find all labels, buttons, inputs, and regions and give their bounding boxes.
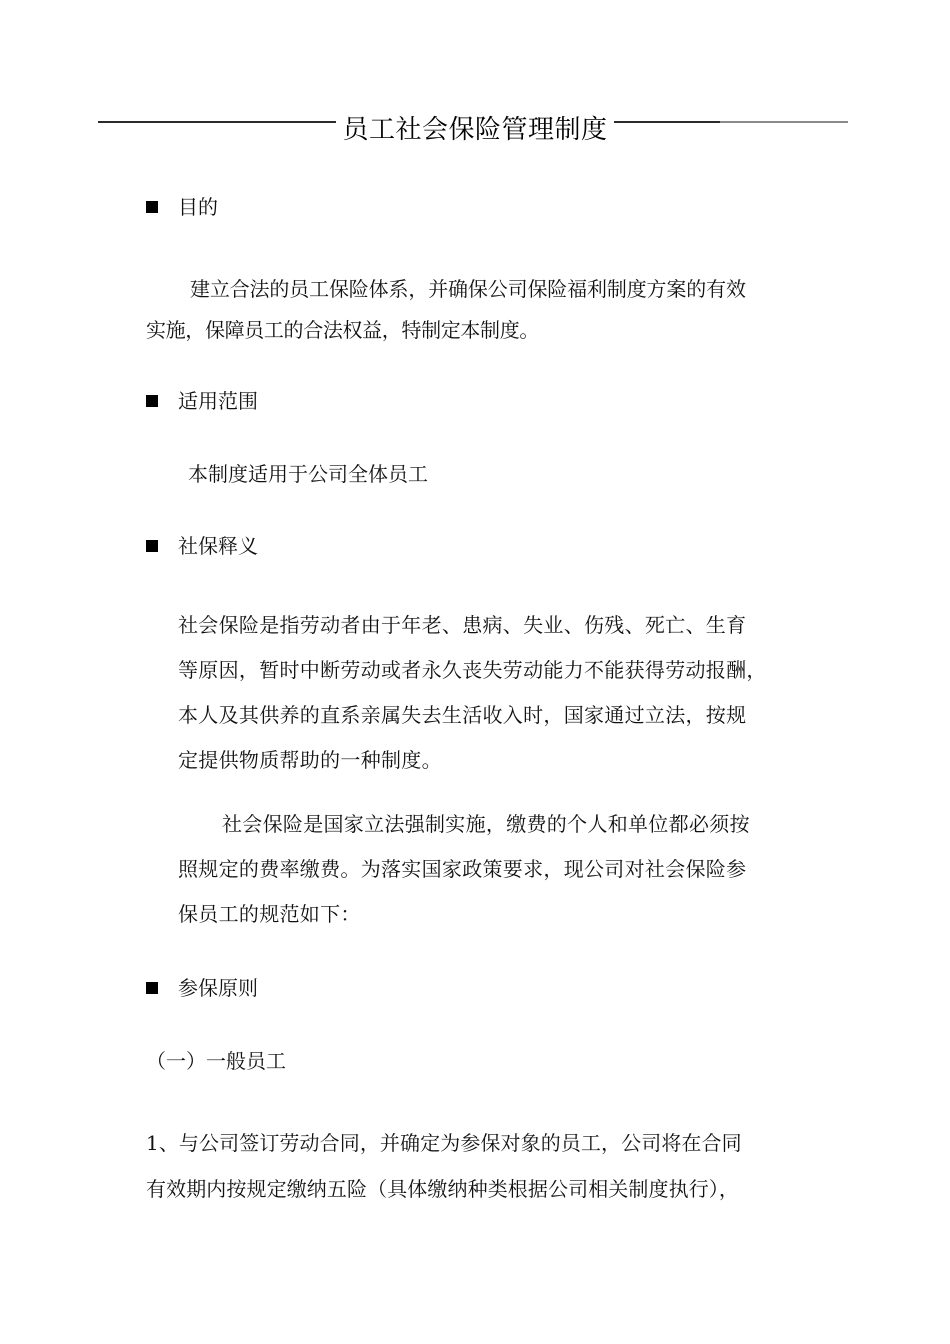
principles-subheading	[146, 1046, 286, 1076]
definition-paragraph-2	[178, 802, 750, 937]
paragraph-line: 建立合法的员工保险体系，并确保公司保险福利制度方案的有效	[190, 277, 746, 301]
paragraph-line: 保员工的规范如下：	[178, 902, 361, 926]
purpose-paragraph	[146, 265, 746, 345]
definition-paragraph-1	[178, 603, 767, 783]
square-bullet-icon	[146, 395, 158, 407]
paragraph-line: 1、与公司签订劳动合同，并确定为参保对象的员工，公司将在合同	[146, 1131, 742, 1155]
paragraph-line: 等原因，暂时中断劳动或者永久丧失劳动能力不能获得劳动报酬，	[178, 658, 767, 682]
paragraph-line: 本人及其供养的直系亲属失去生活收入时，国家通过立法，按规	[178, 703, 747, 727]
section-heading-text: 目的	[178, 195, 218, 219]
section-heading-text: 社保释义	[178, 534, 258, 558]
square-bullet-icon	[146, 540, 158, 552]
paragraph-line: 照规定的费率缴费。为落实国家政策要求，现公司对社会保险参	[178, 857, 747, 881]
section-heading-definition	[146, 531, 258, 561]
subheading-text: （一）一般员工	[146, 1049, 286, 1073]
principles-item-1	[146, 1120, 742, 1212]
paragraph-line: 社会保险是指劳动者由于年老、患病、失业、伤残、死亡、生育	[178, 613, 747, 637]
paragraph-line: 社会保险是国家立法强制实施，缴费的个人和单位都必须按	[222, 812, 750, 836]
section-heading-purpose	[146, 192, 218, 222]
paragraph-line: 本制度适用于公司全体员工	[188, 462, 428, 486]
square-bullet-icon	[146, 201, 158, 213]
scope-paragraph	[188, 459, 428, 489]
document-title-text: 员工社会保险管理制度	[336, 115, 613, 145]
document-title	[0, 112, 950, 148]
section-heading-text: 参保原则	[178, 976, 258, 1000]
square-bullet-icon	[146, 982, 158, 994]
paragraph-line: 实施，保障员工的合法权益，特制定本制度。	[146, 318, 539, 342]
paragraph-line: 定提供物质帮助的一种制度。	[178, 748, 442, 772]
section-heading-principles	[146, 973, 258, 1003]
section-heading-text: 适用范围	[178, 389, 258, 413]
section-heading-scope	[146, 386, 258, 416]
paragraph-line: 有效期内按规定缴纳五险（具体缴纳种类根据公司相关制度执行），	[146, 1177, 739, 1201]
